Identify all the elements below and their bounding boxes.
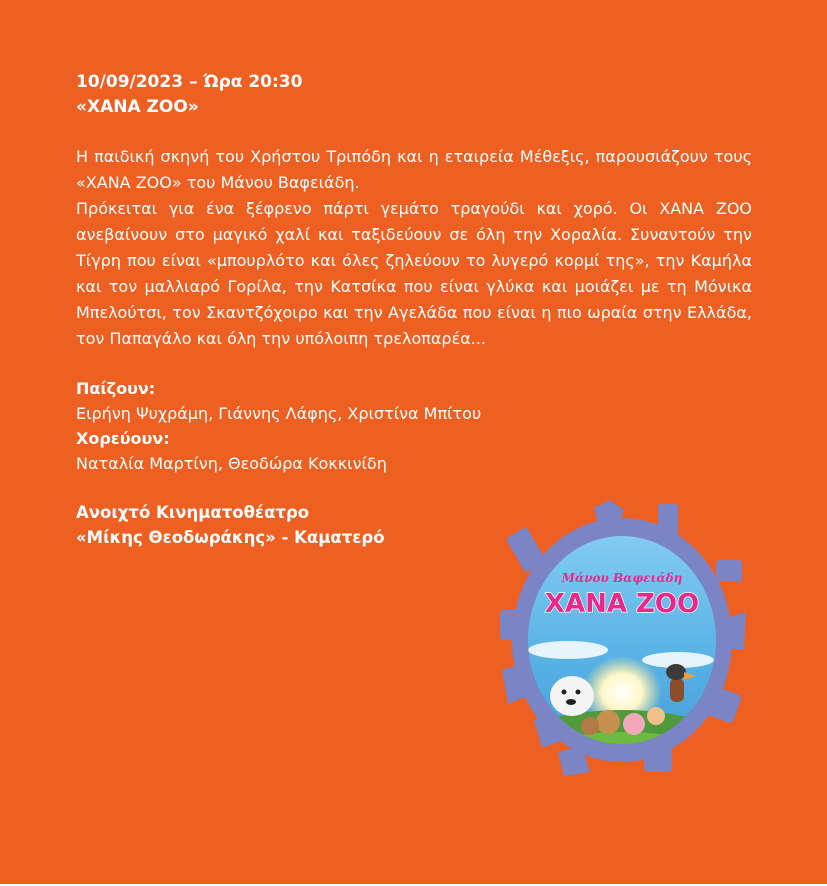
spacer bbox=[76, 476, 752, 500]
dancers-label: Χορεύουν: bbox=[76, 429, 170, 448]
actors-names: Ειρήνη Ψυχράμη, Γιάννης Λάφης, Χριστίνα Μπίτου bbox=[76, 404, 482, 423]
poster-scene bbox=[498, 500, 748, 776]
story-paragraph: Πρόκειται για ένα ξέφρενο πάρτι γεμάτο τραγούδι και χορό. Οι ΧΑΝΑ ΖΟΟ ανεβαίνουν στο μαγικό χαλί και ταξιδεύουν σε όλη την Χοραλία. Συναντούν την Τίγρη που είναι «μπουρλότο και όλες ζηλεύουν το λυγερό κορμί της», την Καμήλα και τον μαλλιαρό Γορίλα, την Κατσίκα που είναι γλύκα και μοιάζει με τη Μόνικα Μπελούτσι, τον Σκαντζόχοιρο και την Αγελάδα που είναι η πιο ωραία στην Ελλάδα, τον Παπαγάλο και όλη την υπόλοιπη τρελοπαρέα... bbox=[76, 199, 752, 348]
show-poster-image bbox=[498, 500, 748, 776]
event-title: «ΧΑΝΑ ΖΟΟ» bbox=[76, 97, 199, 117]
event-text bbox=[76, 70, 752, 550]
poster-author-text: Μάνου Βαφειάδη bbox=[561, 571, 683, 585]
spacer bbox=[76, 352, 752, 376]
actors-label: Παίζουν: bbox=[76, 379, 156, 398]
dancers-names: Ναταλία Μαρτίνη, Θεοδώρα Κοκκινίδη bbox=[76, 454, 387, 473]
venue-location: «Μίκης Θεοδωράκης» - Καματερό bbox=[76, 528, 385, 547]
spacer bbox=[76, 120, 752, 144]
intro-paragraph: Η παιδική σκηνή του Χρήστου Τριπόδη και η εταιρεία Μέθεξις, παρουσιάζουν τους «ΧΑΝΑ ΖΟΟ» του Μάνου Βαφειάδη. bbox=[76, 147, 752, 192]
event-date-time: 10/09/2023 – Ώρα 20:30 bbox=[76, 72, 303, 92]
poster-logo-text: ΧΑΝΑ ΖΟΟ bbox=[544, 589, 700, 619]
venue-name: Ανοιχτό Κινηματοθέατρο bbox=[76, 503, 310, 522]
